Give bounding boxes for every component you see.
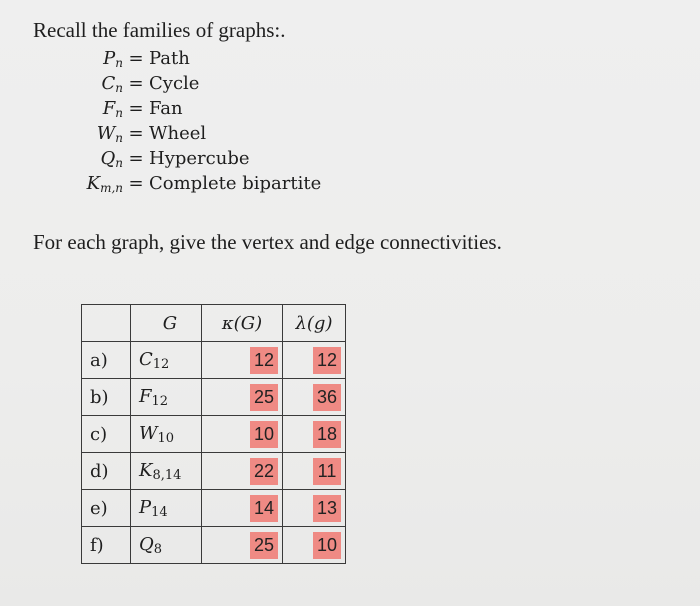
header-edge-connectivity: λ(g) (283, 305, 346, 342)
edge-connectivity-cell (283, 453, 346, 490)
equals-sign: = (128, 123, 144, 144)
family-hypercube (60, 146, 321, 171)
edge-connectivity-answer[interactable]: 12 (313, 347, 341, 374)
row-label: f) (82, 527, 131, 564)
edge-connectivity-cell (283, 342, 346, 379)
edge-connectivity-answer[interactable]: 13 (313, 495, 341, 522)
row-label: d) (82, 453, 131, 490)
table-row (82, 490, 346, 527)
family-path (60, 46, 321, 71)
vertex-connectivity-cell (202, 490, 283, 527)
row-label: e) (82, 490, 131, 527)
table-row (82, 416, 346, 453)
header-empty-cell (82, 305, 131, 342)
family-cycle (60, 71, 321, 96)
family-symbol: $C_n$ (101, 72, 123, 95)
family-complete-bipartite (60, 171, 321, 196)
vertex-connectivity-cell (202, 379, 283, 416)
family-wheel (60, 121, 321, 146)
edge-connectivity-answer[interactable]: 18 (313, 421, 341, 448)
family-name: Complete bipartite (149, 173, 322, 194)
table-header-row (82, 305, 346, 342)
family-name: Cycle (149, 73, 200, 94)
family-name: Hypercube (149, 148, 250, 169)
row-label: a) (82, 342, 131, 379)
row-graph: $Q_8$ (131, 527, 202, 564)
edge-connectivity-cell (283, 527, 346, 564)
vertex-connectivity-answer[interactable]: 25 (250, 532, 278, 559)
family-symbol: $Q_n$ (100, 147, 123, 170)
family-name: Wheel (149, 123, 207, 144)
row-graph: $W_{10}$ (131, 416, 202, 453)
vertex-connectivity-answer[interactable]: 22 (250, 458, 278, 485)
family-symbol: $W_n$ (96, 122, 123, 145)
row-graph: $F_{12}$ (131, 379, 202, 416)
vertex-connectivity-cell (202, 416, 283, 453)
edge-connectivity-cell (283, 379, 346, 416)
intro-text: Recall the families of graphs:. (33, 18, 286, 42)
equals-sign: = (128, 98, 144, 119)
edge-connectivity-answer[interactable]: 36 (313, 384, 341, 411)
connectivity-table (81, 304, 346, 564)
row-graph: $K_{8,14}$ (131, 453, 202, 490)
equals-sign: = (128, 48, 144, 69)
family-symbol: $F_n$ (102, 97, 123, 120)
table-row (82, 453, 346, 490)
equals-sign: = (128, 173, 144, 194)
row-label: b) (82, 379, 131, 416)
table-row (82, 527, 346, 564)
vertex-connectivity-answer[interactable]: 10 (250, 421, 278, 448)
family-fan (60, 96, 321, 121)
row-graph: $C_{12}$ (131, 342, 202, 379)
vertex-connectivity-cell (202, 342, 283, 379)
vertex-connectivity-answer[interactable]: 12 (250, 347, 278, 374)
graph-families-list (60, 46, 321, 196)
table-row (82, 379, 346, 416)
instruction-text: For each graph, give the vertex and edge connectivities. (33, 230, 502, 254)
row-label: c) (82, 416, 131, 453)
vertex-connectivity-cell (202, 453, 283, 490)
equals-sign: = (128, 148, 144, 169)
family-name: Path (149, 48, 190, 69)
edge-connectivity-cell (283, 416, 346, 453)
edge-connectivity-answer[interactable]: 10 (313, 532, 341, 559)
header-graph: G (131, 305, 202, 342)
family-name: Fan (149, 98, 183, 119)
vertex-connectivity-answer[interactable]: 14 (250, 495, 278, 522)
row-graph: $P_{14}$ (131, 490, 202, 527)
vertex-connectivity-answer[interactable]: 25 (250, 384, 278, 411)
edge-connectivity-answer[interactable]: 11 (313, 458, 341, 485)
edge-connectivity-cell (283, 490, 346, 527)
header-vertex-connectivity: κ(G) (202, 305, 283, 342)
family-symbol: $K_{m,n}$ (86, 172, 123, 195)
vertex-connectivity-cell (202, 527, 283, 564)
family-symbol: $P_n$ (103, 47, 123, 70)
table-row (82, 342, 346, 379)
equals-sign: = (128, 73, 144, 94)
